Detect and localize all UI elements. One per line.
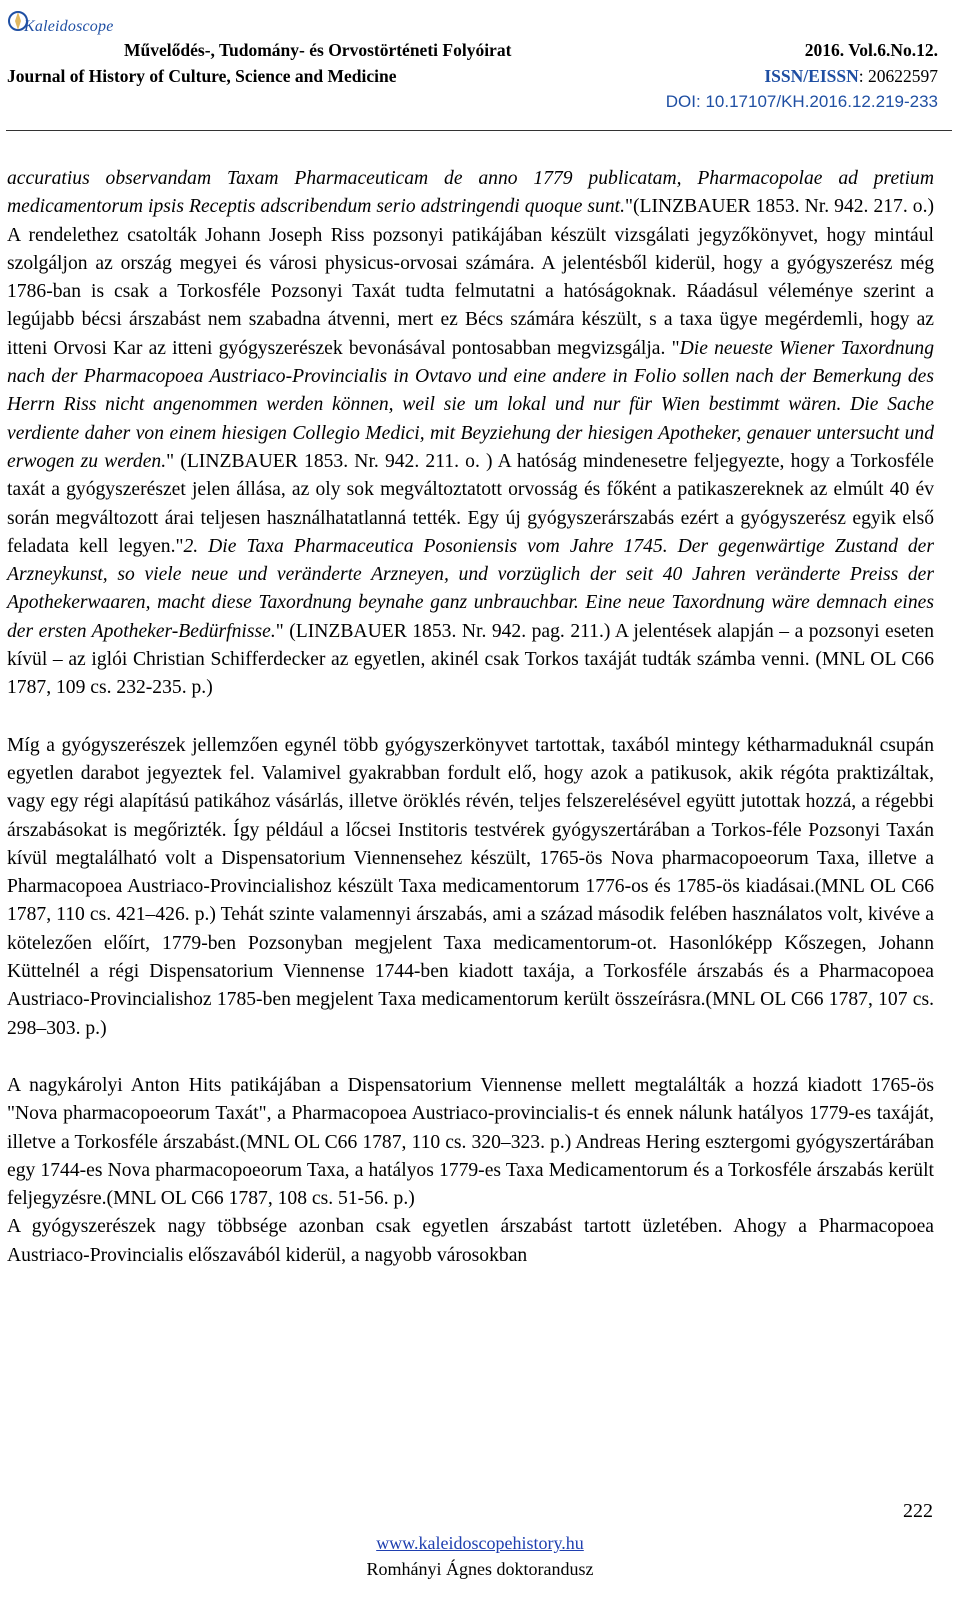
p1-seg-2: Die neueste Wiener Taxordnung nach der Pharmacopoea Austriaco-Provincialis in Ovtavo und eine andere in Folio sollen nach der Bemerkung des Herrn Riss nicht angenommen werden können, weil sie um lokal und nur für Wien bestimmt wären. Die Sache verdiente daher von einem hiesigen Collegio Medici, mit Beyziehung der hiesigen Apotheker, genauer untersucht und erwogen zu werden. xyxy=(7,337,934,472)
page-number: 222 xyxy=(903,1500,933,1522)
p1-seg-4: 2. Die Taxa Pharmaceutica Posoniensis vom Jahre 1745. Der gegenwärtige Zustand der Arzneykunst, so viele neue und veränderte Arzneyen, und vorzüglich der seit 40 Jahren veränderte Preiss der Apothekerwaaren, macht diese Taxordnung beynahe ganz unbrauchbar. Eine neue Taxordnung wäre demnach eines der ersten Apotheker-Bedürfnisse. xyxy=(7,535,934,642)
website-link[interactable]: www.kaleidoscopehistory.hu xyxy=(376,1533,584,1553)
header-divider xyxy=(6,130,952,131)
page-footer xyxy=(0,1530,960,1582)
p1-seg-3: " (LINZBAUER 1853. Nr. 942. 211. o. ) A hatóság mindenesetre feljegyezte, hogy a Torkosféle taxát a gyógyszerészet jelen állása, az oly sok megváltoztatott orvosság és főként a patikaszereknek az elmúlt 40 év során megváltozott árai teljesen használhatatlanná tették. Egy új gyógyszerárszabás ezért a gyógyszerész egyik első feladata kell legyen." xyxy=(7,450,934,557)
issn-label: ISSN/EISSN xyxy=(764,66,859,86)
doi-label: DOI: xyxy=(665,92,701,111)
page-header xyxy=(0,0,960,135)
p1-seg-5: " (LINZBAUER 1853. Nr. 942. pag. 211.) A jelentések alapján – a pozsonyi eseten kívül – az iglói Christian Schifferdecker az egyetlen, akinél csak Torkos taxáját tudták számba venni. (MNL OL C66 1787, 109 cs. 232-235. p.) xyxy=(7,620,934,699)
p1-seg-0: accuratius observandam Taxam Pharmaceuticam de anno 1779 publicatam, Pharmacopolae ad pretium medicamentorum ipsis Receptis adscribendum serio adstringendi quoque sunt. xyxy=(7,168,934,218)
p1-seg-1: "(LINZBAUER 1853. Nr. 942. 217. o.) A rendelethez csatolták Johann Joseph Riss pozsonyi patikájában készült vizsgálati jegyzőkönyvet, hogy mintául szolgáljon az ország megyei és városi physicus-orvosai számára. A jelentésből kiderül, hogy a gyógyszerész még 1786-ban is csak a Torkosféle Pozsonyi Taxát tudta felmutatni a hatóságoknak. Ráadásul véleménye szerint a legújabb bécsi árszabást nem szabadna átvenni, mert ez Bécs számára készült, s a taxa ügye megérdemli, hogy az itteni Orvosi Kar az itteni gyógyszerészek bevonásával pontosabban megvizsgálja. " xyxy=(7,196,934,359)
logo-text: Kaleidoscope xyxy=(24,18,114,35)
doi-value[interactable]: 10.17107/KH.2016.12.219-233 xyxy=(705,92,938,111)
paragraph-1 xyxy=(7,165,934,703)
doi-line[interactable] xyxy=(666,92,938,112)
journal-title-en: Journal of History of Culture, Science and Medicine xyxy=(7,66,397,86)
author-name: Romhányi Ágnes doktorandusz xyxy=(366,1559,594,1579)
paragraph-2: Míg a gyógyszerészek jellemzően egynél több gyógyszerkönyvet tartottak, taxából mintegy kétharmaduknál csupán egyetlen darabot jegyeztek fel. Valamivel gyakrabban fordult elő, hogy azok a patikusok, akik régóta praktizáltak, vagy egy régi alapítású patikához vásárlás, illetve öröklés révén, teljes felszerelésével együtt jutottak hozzá, a régebbi árszabásokat is megőrizték. Így például a lőcsei Institoris testvérek gyógyszertárában a Torkos-féle Pozsonyi Taxán kívül megtalálható volt a Dispensatorium Viennensehez készült, 1765-ös Nova pharmacopoeorum Taxa, illetve a Pharmacopoea Austriaco-Provincialishoz készült Taxa medicamentorum 1776-os és 1785-ös kiadásai.(MNL OL C66 1787, 110 cs. 421–426. p.) Tehát szinte valamennyi árszabás, ami a század második felében használatos volt, kivéve a kötelezően előírt, 1779-ben Pozsonyban megjelent Taxa medicamentorum-ot. Hasonlóképp Kőszegen, Johann Küttelnél a régi Dispensatorium Viennense 1744-ben kiadott taxája, a Torkosféle árszabás és a Pharmacopoea Austriaco-Provincialishoz 1785-ben megjelent Taxa medicamentorum került összeírásra.(MNL OL C66 1787, 107 cs. 298–303. p.) xyxy=(7,734,934,1039)
kaleidoscope-logo[interactable] xyxy=(6,8,126,44)
paragraph-4: A gyógyszerészek nagy többsége azonban csak egyetlen árszabást tartott üzletében. Ahogy a Pharmacopoea Austriaco-Provincialis előszavából kiderül, a nagyobb városokban xyxy=(7,1216,934,1266)
issn-line xyxy=(764,66,938,87)
issn-value: : 20622597 xyxy=(858,66,938,86)
paragraph-3: A nagykárolyi Anton Hits patikájában a Dispensatorium Viennense mellett megtalálták a hozzá kiadott 1765-ös "Nova pharmacopoeorum Taxát", a Pharmacopoea Austriaco-provincialis-t és ennek nálunk hatályos 1779-es taxáját, illetve a Torkosféle árszabást.(MNL OL C66 1787, 110 cs. 320–323. p.) Andreas Hering esztergomi gyógyszertárában egy 1744-es Nova pharmacopoeorum Taxa, a hatályos 1779-es Taxa Medicamentorum és a Torkosféle árszabás került feljegyzésre.(MNL OL C66 1787, 108 cs. 51-56. p.) xyxy=(7,1074,934,1210)
journal-title-hu: Művelődés-, Tudomány- és Orvostörténeti Folyóirat xyxy=(124,40,512,60)
article-body xyxy=(7,165,934,1270)
volume-info: 2016. Vol.6.No.12. xyxy=(804,40,938,60)
